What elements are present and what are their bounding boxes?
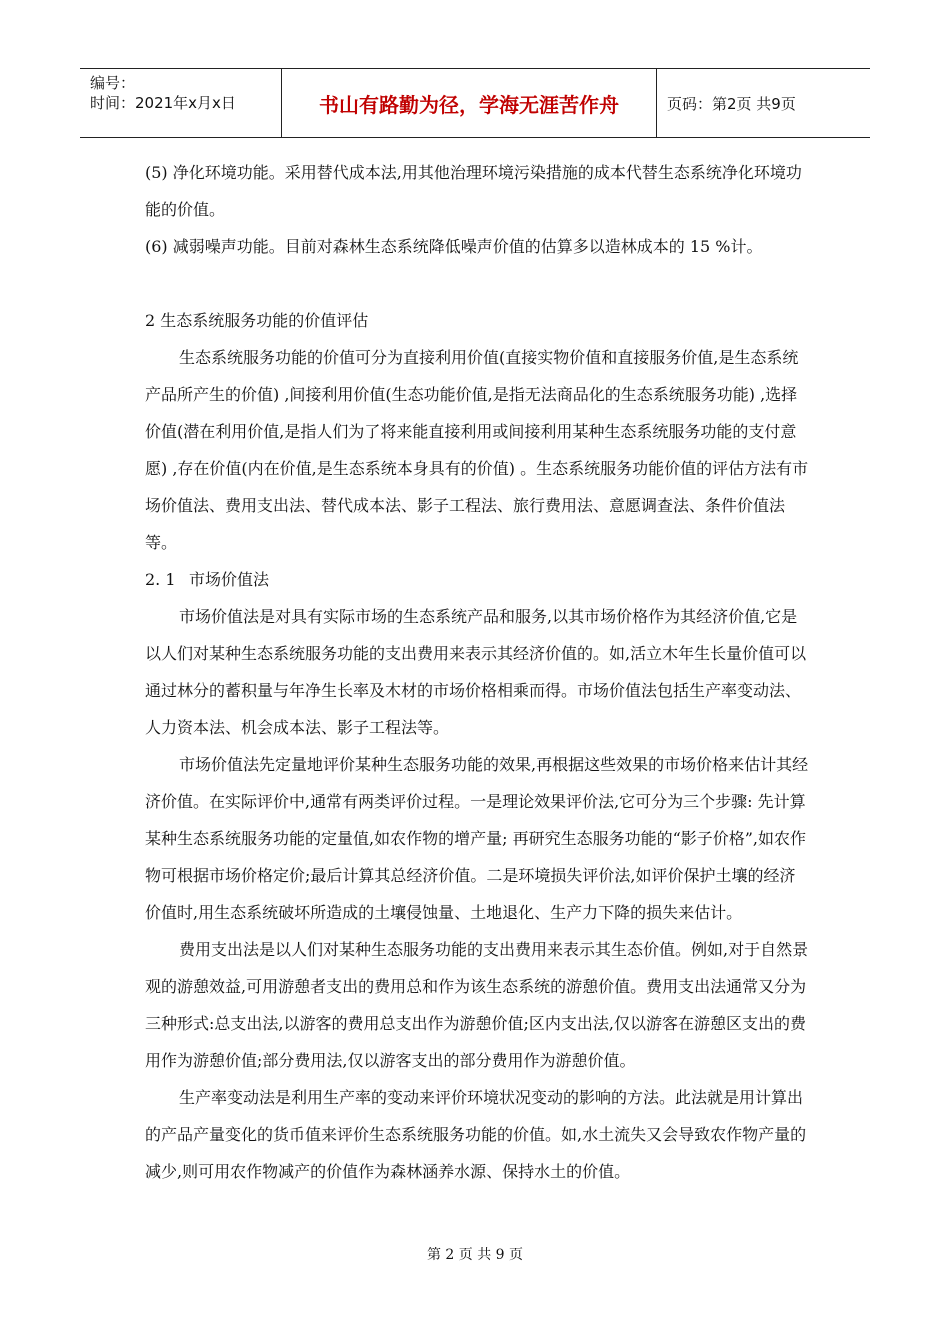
- header-meta: [80, 69, 282, 137]
- document-time-label: 时间：2021年x月x日: [90, 94, 236, 112]
- subsection-title: 市场价值法: [189, 570, 270, 589]
- paragraph-purify-environment: (5) 净化环境功能。采用替代成本法,用其他治理环境污染措施的成本代替生态系统净化环境功能的价值。: [145, 163, 802, 219]
- page-header: [80, 68, 870, 138]
- header-page-info: 页码：第2页 共9页: [667, 94, 796, 113]
- subsection-number: 2. 1: [145, 570, 176, 589]
- paragraph-expense-method: 费用支出法是以人们对某种生态服务功能的支出费用来表示其生态价值。例如,对于自然景观的游憩效益,可用游憩者支出的费用总和作为该生态系统的游憩价值。费用支出法通常又分为三种形式:总支出法,以游客的费用总支出作为游憩价值;区内支出法,仅以游客在游憩区支出的费用作为游憩价值;部分费用法,仅以游客支出的部分费用作为游憩价值。: [145, 940, 809, 1070]
- page-footer: 第 2 页 共 9 页: [426, 1247, 524, 1263]
- document-body: [145, 154, 810, 1190]
- header-motto: 书山有路勤为径，学海无涯苦作舟: [282, 69, 657, 137]
- section-heading: 2 生态系统服务功能的价值评估: [145, 311, 369, 330]
- paragraph-value-types: 生态系统服务功能的价值可分为直接利用价值(直接实物价值和直接服务价值,是生态系统产品所产生的价值) ,间接利用价值(生态功能价值,是指无法商品化的生态系统服务功能) ,选择价值(潜在利用价值,是指人们为了将来能直接利用或间接利用某种生态系统服务功能的支付意愿) ,存在价值(内在价值,是生态系统本身具有的价值) 。生态系统服务功能价值的评估方法有市场价值法、费用支出法、替代成本法、影子工程法、旅行费用法、意愿调查法、条件价值法等。: [145, 348, 809, 552]
- paragraph-productivity-method: 生产率变动法是利用生产率的变动来评价环境状况变动的影响的方法。此法就是用计算出的产品产量变化的货币值来评价生态系统服务功能的价值。如,水土流失又会导致农作物产量的减少,则可用农作物减产的价值作为森林涵养水源、保持水土的价值。: [145, 1088, 807, 1181]
- paragraph-market-value-definition: 市场价值法是对具有实际市场的生态系统产品和服务,以其市场价格作为其经济价值,它是以人们对某种生态系统服务功能的支出费用来表示其经济价值的。如,活立木年生长量价值可以通过林分的蓄积量与年净生长率及木材的市场价格相乘而得。市场价值法包括生产率变动法、人力资本法、机会成本法、影子工程法等。: [145, 607, 807, 737]
- paragraph-noise-reduction: (6) 减弱噪声功能。目前对森林生态系统降低噪声价值的估算多以造林成本的 15 %计。: [145, 237, 763, 256]
- paragraph-market-value-process: 市场价值法先定量地评价某种生态服务功能的效果,再根据这些效果的市场价格来估计其经济价值。在实际评价中,通常有两类评价过程。一是理论效果评价法,它可分为三个步骤: 先计算某种生态系统服务功能的定量值,如农作物的增产量; 再研究生态服务功能的“影子价格”,如农作物可根据市场价格定价;最后计算其总经济价值。二是环境损失评价法,如评价保护土壤的经济价值时,用生态系统破坏所造成的土壤侵蚀量、土地退化、生产力下降的损失来估计。: [145, 755, 809, 922]
- document-number-label: 编号：: [90, 74, 136, 92]
- subsection-heading: [145, 561, 810, 598]
